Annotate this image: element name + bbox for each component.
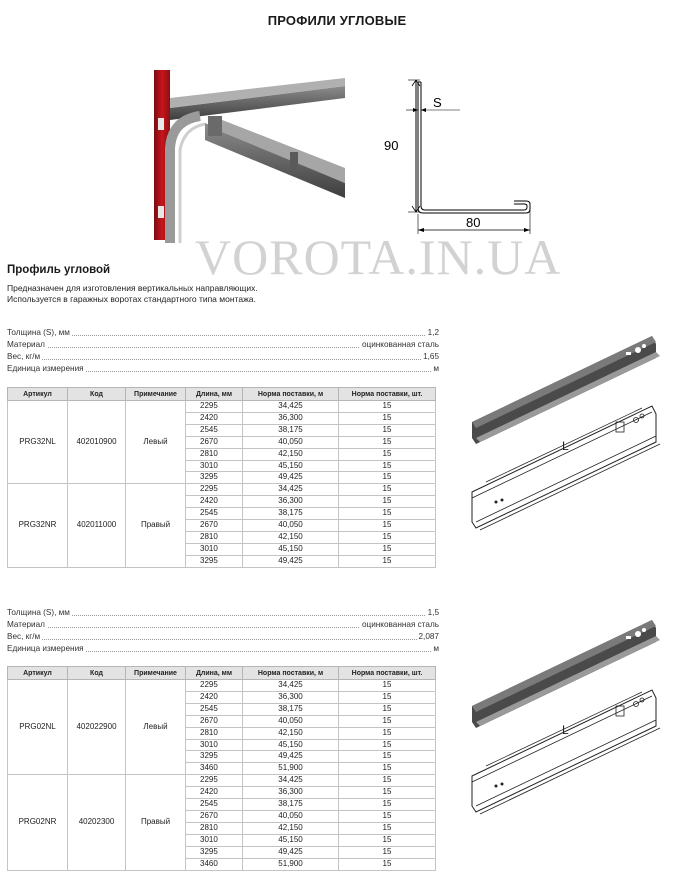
spec-label: Вес, кг/м (7, 632, 41, 641)
column-header-length: Длина, мм (186, 667, 243, 680)
code-cell: 402010900 (68, 401, 126, 484)
norm-pcs-cell: 15 (339, 775, 436, 787)
length-cell: 3295 (186, 472, 243, 484)
length-cell: 3010 (186, 739, 243, 751)
length-cell: 3010 (186, 460, 243, 472)
profile-section-drawing (378, 78, 548, 238)
spec-value: оцинкованная сталь (361, 340, 439, 349)
norm-m-cell: 49,425 (243, 846, 339, 858)
spec-row (7, 340, 439, 351)
norm-m-cell: 51,900 (243, 763, 339, 775)
column-header-code: Код (68, 667, 126, 680)
norm-m-cell: 36,300 (243, 496, 339, 508)
length-cell: 3010 (186, 543, 243, 555)
norm-pcs-cell: 15 (339, 436, 436, 448)
length-cell: 2420 (186, 691, 243, 703)
spec-label: Единица измерения (7, 644, 84, 653)
norm-m-cell: 42,150 (243, 727, 339, 739)
norm-pcs-cell: 15 (339, 799, 436, 811)
norm-pcs-cell: 15 (339, 412, 436, 424)
length-cell: 3295 (186, 846, 243, 858)
profile-illustration (466, 606, 671, 831)
norm-pcs-cell: 15 (339, 401, 436, 413)
price-table (7, 387, 436, 568)
norm-m-cell: 40,050 (243, 715, 339, 727)
norm-m-cell: 45,150 (243, 460, 339, 472)
spec-value: м (433, 644, 439, 653)
norm-m-cell: 34,425 (243, 775, 339, 787)
spec-label: Единица измерения (7, 364, 84, 373)
norm-pcs-cell: 15 (339, 763, 436, 775)
column-header-article: Артикул (8, 388, 68, 401)
spec-label: Материал (7, 340, 45, 349)
length-cell: 2810 (186, 727, 243, 739)
norm-m-cell: 42,150 (243, 448, 339, 460)
note-cell: Левый (126, 401, 186, 484)
norm-pcs-cell: 15 (339, 680, 436, 692)
spec-row (7, 352, 439, 363)
line-rail-hole (495, 501, 498, 504)
line-rail-hole (501, 783, 504, 786)
rail-hole (642, 344, 646, 348)
length-cell: 3010 (186, 834, 243, 846)
norm-m-cell: 40,050 (243, 810, 339, 822)
product-description-2: Используется в гаражных воротах стандартного типа монтажа. (7, 294, 256, 304)
rail-slot (626, 352, 631, 355)
column-header-norm-m: Норма поставки, м (243, 388, 339, 401)
norm-pcs-cell: 15 (339, 739, 436, 751)
note-cell: Правый (126, 775, 186, 870)
column-header-note: Примечание (126, 388, 186, 401)
note-cell: Левый (126, 680, 186, 775)
dark-rail-flange (476, 352, 660, 442)
dim-l-label: L (562, 723, 569, 737)
code-cell: 402022900 (68, 680, 126, 775)
spec-row (7, 620, 439, 631)
norm-m-cell: 45,150 (243, 739, 339, 751)
spec-row (7, 364, 439, 375)
norm-pcs-cell: 15 (339, 508, 436, 520)
dim-l-label: L (562, 439, 569, 453)
norm-pcs-cell: 15 (339, 496, 436, 508)
price-table (7, 666, 436, 871)
norm-m-cell: 38,175 (243, 424, 339, 436)
spec-value: 1,5 (427, 608, 439, 617)
spec-value: 1,65 (423, 352, 439, 361)
column-header-norm-pcs: Норма поставки, шт. (339, 388, 436, 401)
table-row (8, 680, 436, 692)
norm-m-cell: 38,175 (243, 799, 339, 811)
page-title: ПРОФИЛИ УГЛОВЫЕ (267, 13, 407, 28)
spec-label: Толщина (S), мм (7, 328, 70, 337)
spec-row (7, 632, 439, 643)
watermark: VOROTA.IN.UA (195, 229, 562, 285)
table-header (8, 388, 436, 401)
profile-illustration (466, 322, 671, 544)
length-cell: 2295 (186, 484, 243, 496)
norm-pcs-cell: 15 (339, 448, 436, 460)
rail-hole (635, 631, 641, 637)
norm-pcs-cell: 15 (339, 424, 436, 436)
column-header-norm-pcs: Норма поставки, шт. (339, 667, 436, 680)
norm-pcs-cell: 15 (339, 715, 436, 727)
norm-pcs-cell: 15 (339, 520, 436, 532)
spec-label: Материал (7, 620, 45, 629)
table-row (8, 775, 436, 787)
norm-pcs-cell: 15 (339, 727, 436, 739)
norm-m-cell: 42,150 (243, 531, 339, 543)
length-cell: 2810 (186, 531, 243, 543)
column-header-code: Код (68, 388, 126, 401)
length-cell: 2670 (186, 520, 243, 532)
line-rail-fold (480, 728, 660, 814)
table-row (8, 484, 436, 496)
article-cell: PRG32NL (8, 401, 68, 484)
norm-m-cell: 49,425 (243, 555, 339, 567)
norm-pcs-cell: 15 (339, 846, 436, 858)
norm-pcs-cell: 15 (339, 822, 436, 834)
norm-pcs-cell: 15 (339, 834, 436, 846)
code-cell: 40202300 (68, 775, 126, 870)
norm-pcs-cell: 15 (339, 810, 436, 822)
line-rail-hole (501, 499, 504, 502)
rail-hole (635, 347, 641, 353)
column-header-length: Длина, мм (186, 388, 243, 401)
dim-s-label: S (433, 95, 442, 110)
column-header-note: Примечание (126, 667, 186, 680)
norm-pcs-cell: 15 (339, 543, 436, 555)
norm-pcs-cell: 15 (339, 460, 436, 472)
length-cell: 2420 (186, 787, 243, 799)
length-cell: 2295 (186, 775, 243, 787)
length-cell: 3295 (186, 751, 243, 763)
column-header-norm-m: Норма поставки, м (243, 667, 339, 680)
norm-pcs-cell: 15 (339, 787, 436, 799)
length-cell: 2545 (186, 424, 243, 436)
norm-pcs-cell: 15 (339, 703, 436, 715)
length-cell: 2810 (186, 822, 243, 834)
note-cell: Правый (126, 484, 186, 567)
norm-m-cell: 34,425 (243, 680, 339, 692)
column-header-article: Артикул (8, 667, 68, 680)
length-cell: 2295 (186, 680, 243, 692)
norm-m-cell: 49,425 (243, 751, 339, 763)
spec-leader (7, 639, 439, 640)
norm-pcs-cell: 15 (339, 472, 436, 484)
length-cell: 3295 (186, 555, 243, 567)
code-cell: 402011000 (68, 484, 126, 567)
length-cell: 3460 (186, 858, 243, 870)
length-cell: 2420 (186, 412, 243, 424)
length-cell: 2670 (186, 436, 243, 448)
table-row (8, 401, 436, 413)
table-header (8, 667, 436, 680)
length-cell: 2545 (186, 799, 243, 811)
norm-m-cell: 51,900 (243, 858, 339, 870)
norm-m-cell: 45,150 (243, 543, 339, 555)
spec-row (7, 328, 439, 339)
norm-m-cell: 49,425 (243, 472, 339, 484)
norm-m-cell: 38,175 (243, 703, 339, 715)
norm-pcs-cell: 15 (339, 691, 436, 703)
article-cell: PRG02NR (8, 775, 68, 870)
rail-slot (626, 636, 631, 639)
spec-label: Вес, кг/м (7, 352, 41, 361)
norm-m-cell: 40,050 (243, 520, 339, 532)
garage-rail-photo (150, 68, 350, 243)
length-cell: 2670 (186, 715, 243, 727)
length-cell: 2545 (186, 508, 243, 520)
length-cell: 2670 (186, 810, 243, 822)
norm-m-cell: 42,150 (243, 822, 339, 834)
spec-value: 1,2 (427, 328, 439, 337)
length-cell: 2545 (186, 703, 243, 715)
spec-value: м (433, 364, 439, 373)
norm-m-cell: 34,425 (243, 401, 339, 413)
norm-pcs-cell: 15 (339, 531, 436, 543)
rail-hole (642, 628, 646, 632)
norm-pcs-cell: 15 (339, 858, 436, 870)
norm-pcs-cell: 15 (339, 555, 436, 567)
spec-label: Толщина (S), мм (7, 608, 70, 617)
product-description-1: Предназначен для изготовления вертикальных направляющих. (7, 283, 258, 293)
norm-m-cell: 36,300 (243, 691, 339, 703)
dim-height-label: 90 (384, 138, 399, 153)
spec-leader (7, 359, 439, 360)
line-rail-hole (495, 785, 498, 788)
dim-width-label: 80 (466, 215, 481, 230)
length-cell: 3460 (186, 763, 243, 775)
norm-m-cell: 36,300 (243, 412, 339, 424)
spec-row (7, 608, 439, 619)
article-cell: PRG02NL (8, 680, 68, 775)
product-title: Профиль угловой (7, 264, 111, 276)
length-cell: 2295 (186, 401, 243, 413)
norm-pcs-cell: 15 (339, 484, 436, 496)
spec-row (7, 644, 439, 655)
length-cell: 2420 (186, 496, 243, 508)
line-rail-fold (480, 444, 660, 530)
norm-pcs-cell: 15 (339, 751, 436, 763)
norm-m-cell: 45,150 (243, 834, 339, 846)
norm-m-cell: 40,050 (243, 436, 339, 448)
norm-m-cell: 34,425 (243, 484, 339, 496)
length-cell: 2810 (186, 448, 243, 460)
norm-m-cell: 38,175 (243, 508, 339, 520)
spec-value: оцинкованная сталь (361, 620, 439, 629)
spec-value: 2,087 (418, 632, 439, 641)
norm-m-cell: 36,300 (243, 787, 339, 799)
dark-rail-flange (476, 636, 660, 726)
article-cell: PRG32NR (8, 484, 68, 567)
